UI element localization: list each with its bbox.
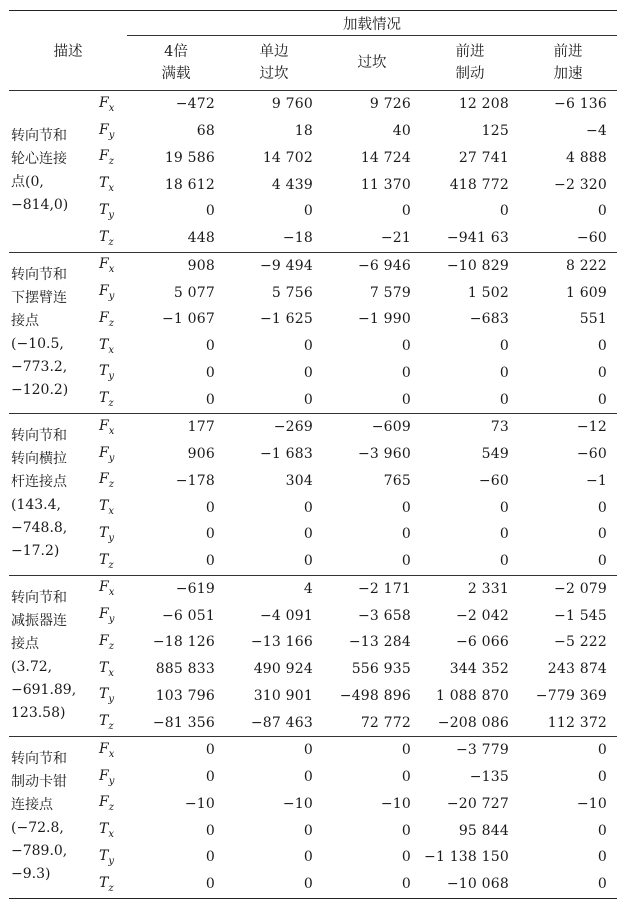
cell-value: 0 bbox=[323, 737, 421, 764]
cell-value: 549 bbox=[481, 446, 509, 463]
cell-value: −21 bbox=[380, 230, 411, 247]
cell-value: 906 bbox=[187, 446, 215, 463]
cell-value: −6 946 bbox=[323, 252, 421, 279]
table-row bbox=[9, 602, 617, 629]
cell-value: 0 bbox=[127, 871, 225, 898]
header-col-line: 过坎 bbox=[259, 66, 289, 82]
component-label: $F_z$ bbox=[99, 632, 114, 652]
cell-value: 4 bbox=[225, 575, 323, 602]
cell-value: 4 888 bbox=[565, 149, 608, 166]
cell-value: 885 833 bbox=[155, 661, 215, 678]
table-row bbox=[9, 145, 617, 172]
component-label: $T_y$ bbox=[99, 201, 114, 221]
cell-value: −10 068 bbox=[421, 871, 519, 898]
cell-value: 1 088 870 bbox=[435, 687, 509, 704]
cell-value: 0 bbox=[401, 526, 411, 543]
cell-value: −1 990 bbox=[357, 311, 411, 328]
component-label: $T_z$ bbox=[99, 713, 114, 733]
cell-value: −4 bbox=[585, 123, 608, 140]
header-col-line: 过坎 bbox=[357, 55, 387, 71]
cell-value: −941 63 bbox=[446, 230, 509, 247]
cell-value: 0 bbox=[401, 364, 411, 381]
table-row bbox=[9, 252, 617, 279]
cell-value: −10 bbox=[380, 795, 411, 812]
cell-value: −472 bbox=[127, 91, 225, 118]
cell-value: 0 bbox=[597, 822, 608, 839]
component-label: $F_z$ bbox=[99, 309, 114, 329]
component-label: $T_z$ bbox=[97, 871, 127, 898]
cell-value: 0 bbox=[205, 391, 215, 408]
cell-value: 0 bbox=[401, 769, 411, 786]
cell-value: 0 bbox=[499, 338, 509, 355]
cell-value: 0 bbox=[499, 553, 509, 570]
cell-value: 103 796 bbox=[155, 687, 215, 704]
cell-value: 0 bbox=[597, 499, 608, 516]
cell-value: 0 bbox=[401, 338, 411, 355]
cell-value: 73 bbox=[421, 414, 519, 441]
cell-value: −619 bbox=[127, 575, 225, 602]
table-row bbox=[9, 575, 617, 602]
table-row bbox=[9, 629, 617, 656]
header-group: 加载情况 bbox=[127, 11, 617, 36]
cell-value: 5 756 bbox=[271, 284, 313, 301]
table-row bbox=[9, 844, 617, 871]
cell-value: 14 702 bbox=[262, 149, 313, 166]
table-row bbox=[9, 709, 617, 736]
cell-value: 9 726 bbox=[323, 91, 421, 118]
cell-value: −4 091 bbox=[259, 607, 313, 624]
cell-value: 310 901 bbox=[253, 687, 313, 704]
cell-value: 0 bbox=[303, 553, 313, 570]
component-label: $F_y$ bbox=[99, 606, 115, 626]
cell-value: 0 bbox=[499, 499, 509, 516]
table-row bbox=[9, 118, 617, 145]
cell-value: 0 bbox=[597, 364, 608, 381]
cell-value: 0 bbox=[401, 849, 411, 866]
cell-value: 0 bbox=[303, 822, 313, 839]
cell-value: 418 772 bbox=[449, 176, 509, 193]
cell-value: −1 683 bbox=[259, 446, 313, 463]
table-row bbox=[9, 441, 617, 468]
cell-value: 0 bbox=[303, 391, 313, 408]
component-label: $T_z$ bbox=[99, 390, 114, 410]
group-desc: 转向节和 下摆臂连 接点 (−10.5, −773.2, −120.2) bbox=[9, 252, 97, 414]
header-col-2 bbox=[323, 36, 421, 91]
cell-value: 95 844 bbox=[458, 822, 509, 839]
cell-value: 0 bbox=[303, 499, 313, 516]
cell-value: −9 494 bbox=[225, 252, 323, 279]
cell-value: −683 bbox=[469, 311, 509, 328]
cell-value: −18 126 bbox=[152, 634, 215, 651]
group-desc: 转向节和 制动卡钳 连接点 (−72.8, −789.0, −9.3) bbox=[9, 737, 97, 899]
table-row bbox=[9, 656, 617, 683]
cell-value: −87 463 bbox=[250, 714, 313, 731]
cell-value: 551 bbox=[579, 311, 608, 328]
cell-value: 11 370 bbox=[360, 176, 411, 193]
component-label: $T_y$ bbox=[99, 847, 114, 867]
cell-value: −10 bbox=[184, 795, 215, 812]
header-row-group bbox=[9, 11, 617, 36]
cell-value: −1 138 150 bbox=[424, 849, 509, 866]
header-col-line: 制动 bbox=[455, 66, 485, 82]
cell-value: 304 bbox=[285, 472, 313, 489]
component-label: $T_x$ bbox=[99, 336, 114, 356]
cell-value: 14 724 bbox=[360, 149, 411, 166]
cell-value: 908 bbox=[127, 252, 225, 279]
cell-value: 5 077 bbox=[173, 284, 215, 301]
cell-value: 0 bbox=[205, 822, 215, 839]
cell-value: −60 bbox=[478, 472, 509, 489]
cell-value: −60 bbox=[576, 446, 608, 463]
cell-value: 9 760 bbox=[225, 91, 323, 118]
component-label: $F_z$ bbox=[99, 471, 114, 491]
cell-value: 19 586 bbox=[164, 149, 215, 166]
component-label: $F_y$ bbox=[99, 444, 115, 464]
component-label: $F_x$ bbox=[97, 252, 127, 279]
cell-value: −208 086 bbox=[437, 714, 509, 731]
cell-value: 556 935 bbox=[351, 661, 411, 678]
cell-value: 68 bbox=[196, 123, 215, 140]
group-desc: 转向节和 转向横拉 杆连接点 (143.4, −748.8, −17.2) bbox=[9, 414, 97, 576]
cell-value: −6 066 bbox=[455, 634, 509, 651]
cell-value: 0 bbox=[323, 871, 421, 898]
cell-value: −2 079 bbox=[519, 575, 617, 602]
cell-value: −6 136 bbox=[519, 91, 617, 118]
cell-value: −135 bbox=[469, 769, 509, 786]
cell-value: 0 bbox=[303, 338, 313, 355]
header-col-0 bbox=[127, 36, 225, 91]
component-label: $F_x$ bbox=[97, 414, 127, 441]
cell-value: 0 bbox=[205, 526, 215, 543]
cell-value: −60 bbox=[576, 230, 608, 247]
table-row bbox=[9, 791, 617, 818]
table-row bbox=[9, 764, 617, 791]
cell-value: 0 bbox=[401, 822, 411, 839]
cell-value: 0 bbox=[519, 737, 617, 764]
cell-value: 0 bbox=[303, 364, 313, 381]
cell-value: −10 bbox=[576, 795, 608, 812]
cell-value: 27 741 bbox=[458, 149, 509, 166]
cell-value: 0 bbox=[205, 499, 215, 516]
cell-value: −1 625 bbox=[259, 311, 313, 328]
cell-value: 0 bbox=[303, 203, 313, 220]
component-label: $T_x$ bbox=[99, 498, 114, 518]
cell-value: −12 bbox=[519, 414, 617, 441]
cell-value: 0 bbox=[597, 203, 608, 220]
cell-value: −81 356 bbox=[152, 714, 215, 731]
component-label: $F_y$ bbox=[99, 121, 115, 141]
cell-value: −2 042 bbox=[455, 607, 509, 624]
table-row bbox=[9, 817, 617, 844]
cell-value: 490 924 bbox=[253, 661, 313, 678]
component-label: $T_z$ bbox=[99, 551, 114, 571]
header-col-line: 单边 bbox=[259, 44, 289, 60]
table-row bbox=[9, 225, 617, 252]
cell-value: 0 bbox=[499, 364, 509, 381]
table-row bbox=[9, 871, 617, 898]
cell-value: 40 bbox=[392, 123, 411, 140]
cell-value: 0 bbox=[205, 338, 215, 355]
cell-value: 0 bbox=[499, 203, 509, 220]
cell-value: 0 bbox=[303, 769, 313, 786]
cell-value: 0 bbox=[205, 849, 215, 866]
table-row bbox=[9, 171, 617, 198]
component-label: $T_y$ bbox=[99, 524, 114, 544]
cell-value: 0 bbox=[401, 499, 411, 516]
header-col-1 bbox=[225, 36, 323, 91]
component-label: $T_y$ bbox=[99, 686, 114, 706]
component-label: $T_z$ bbox=[99, 228, 114, 248]
cell-value: 765 bbox=[383, 472, 411, 489]
cell-value: 0 bbox=[401, 203, 411, 220]
cell-value: 0 bbox=[499, 391, 509, 408]
cell-value: −178 bbox=[175, 472, 215, 489]
cell-value: 125 bbox=[481, 123, 509, 140]
cell-value: −1 545 bbox=[554, 607, 608, 624]
cell-value: 2 331 bbox=[421, 575, 519, 602]
table-row bbox=[9, 548, 617, 575]
component-label: $T_x$ bbox=[99, 175, 114, 195]
cell-value: −609 bbox=[323, 414, 421, 441]
cell-value: 72 772 bbox=[360, 714, 411, 731]
cell-value: 12 208 bbox=[421, 91, 519, 118]
cell-value: 0 bbox=[225, 737, 323, 764]
cell-value: −20 727 bbox=[446, 795, 509, 812]
cell-value: 0 bbox=[597, 769, 608, 786]
cell-value: 243 874 bbox=[547, 661, 608, 678]
table-row bbox=[9, 333, 617, 360]
table-row bbox=[9, 386, 617, 413]
table-row bbox=[9, 414, 617, 441]
cell-value: 0 bbox=[597, 553, 608, 570]
cell-value: −1 067 bbox=[161, 311, 215, 328]
cell-value: 0 bbox=[127, 737, 225, 764]
header-desc: 描述 bbox=[9, 11, 127, 91]
cell-value: −2 171 bbox=[323, 575, 421, 602]
cell-value: 7 579 bbox=[369, 284, 411, 301]
cell-value: 0 bbox=[499, 526, 509, 543]
cell-value: −1 bbox=[585, 472, 608, 489]
table-row bbox=[9, 521, 617, 548]
header-col-line: 加速 bbox=[553, 66, 583, 82]
cell-value: −498 896 bbox=[339, 687, 411, 704]
table-row bbox=[9, 360, 617, 387]
cell-value: 0 bbox=[597, 338, 608, 355]
cell-value: 0 bbox=[519, 871, 617, 898]
component-label: $T_x$ bbox=[99, 821, 114, 841]
component-label: $T_y$ bbox=[99, 363, 114, 383]
cell-value: 18 612 bbox=[164, 176, 215, 193]
header-col-3 bbox=[421, 36, 519, 91]
cell-value: 4 439 bbox=[271, 176, 313, 193]
header-col-line: 前进 bbox=[455, 44, 485, 60]
table-row bbox=[9, 279, 617, 306]
cell-value: 18 bbox=[294, 123, 313, 140]
cell-value: 448 bbox=[187, 230, 215, 247]
cell-value: −269 bbox=[225, 414, 323, 441]
cell-value: −13 284 bbox=[348, 634, 411, 651]
cell-value: 0 bbox=[597, 391, 608, 408]
header-col-4 bbox=[519, 36, 617, 91]
cell-value: −2 320 bbox=[554, 176, 608, 193]
component-label: $F_x$ bbox=[97, 737, 127, 764]
table-row bbox=[9, 737, 617, 764]
header-col-line: 前进 bbox=[553, 44, 583, 60]
cell-value: 0 bbox=[597, 849, 608, 866]
component-label: $F_y$ bbox=[99, 767, 115, 787]
header-col-line: 4倍 bbox=[164, 44, 188, 60]
cell-value: 0 bbox=[303, 526, 313, 543]
component-label: $F_x$ bbox=[97, 575, 127, 602]
cell-value: 1 609 bbox=[565, 284, 608, 301]
cell-value: −18 bbox=[282, 230, 313, 247]
load-table bbox=[9, 10, 617, 899]
table-row bbox=[9, 198, 617, 225]
cell-value: −10 829 bbox=[421, 252, 519, 279]
group-desc: 转向节和 轮心连接 点(0, −814,0) bbox=[9, 91, 97, 253]
cell-value: −13 166 bbox=[250, 634, 313, 651]
component-label: $T_x$ bbox=[99, 659, 114, 679]
cell-value: 0 bbox=[225, 871, 323, 898]
cell-value: 112 372 bbox=[547, 714, 608, 731]
cell-value: 1 502 bbox=[467, 284, 509, 301]
cell-value: 8 222 bbox=[519, 252, 617, 279]
cell-value: −3 960 bbox=[357, 446, 411, 463]
table-row bbox=[9, 468, 617, 495]
component-label: $F_y$ bbox=[99, 283, 115, 303]
cell-value: −6 051 bbox=[161, 607, 215, 624]
cell-value: 0 bbox=[205, 364, 215, 381]
component-label: $F_x$ bbox=[97, 91, 127, 118]
table-row bbox=[9, 683, 617, 710]
cell-value: 0 bbox=[205, 203, 215, 220]
cell-value: −3 658 bbox=[357, 607, 411, 624]
cell-value: 0 bbox=[597, 526, 608, 543]
component-label: $F_z$ bbox=[99, 148, 114, 168]
cell-value: 0 bbox=[205, 553, 215, 570]
cell-value: 0 bbox=[205, 769, 215, 786]
table-row bbox=[9, 306, 617, 333]
cell-value: −10 bbox=[282, 795, 313, 812]
table-row bbox=[9, 91, 617, 118]
cell-value: 344 352 bbox=[449, 661, 509, 678]
cell-value: 0 bbox=[401, 391, 411, 408]
cell-value: −3 779 bbox=[421, 737, 519, 764]
cell-value: 177 bbox=[127, 414, 225, 441]
cell-value: 0 bbox=[303, 849, 313, 866]
component-label: $F_z$ bbox=[99, 794, 114, 814]
cell-value: −5 222 bbox=[554, 634, 608, 651]
table-row bbox=[9, 494, 617, 521]
cell-value: −779 369 bbox=[535, 687, 608, 704]
header-col-line: 满载 bbox=[161, 66, 191, 82]
group-desc: 转向节和 减振器连 接点 (3.72, −691.89, 123.58) bbox=[9, 575, 97, 737]
cell-value: 0 bbox=[401, 553, 411, 570]
